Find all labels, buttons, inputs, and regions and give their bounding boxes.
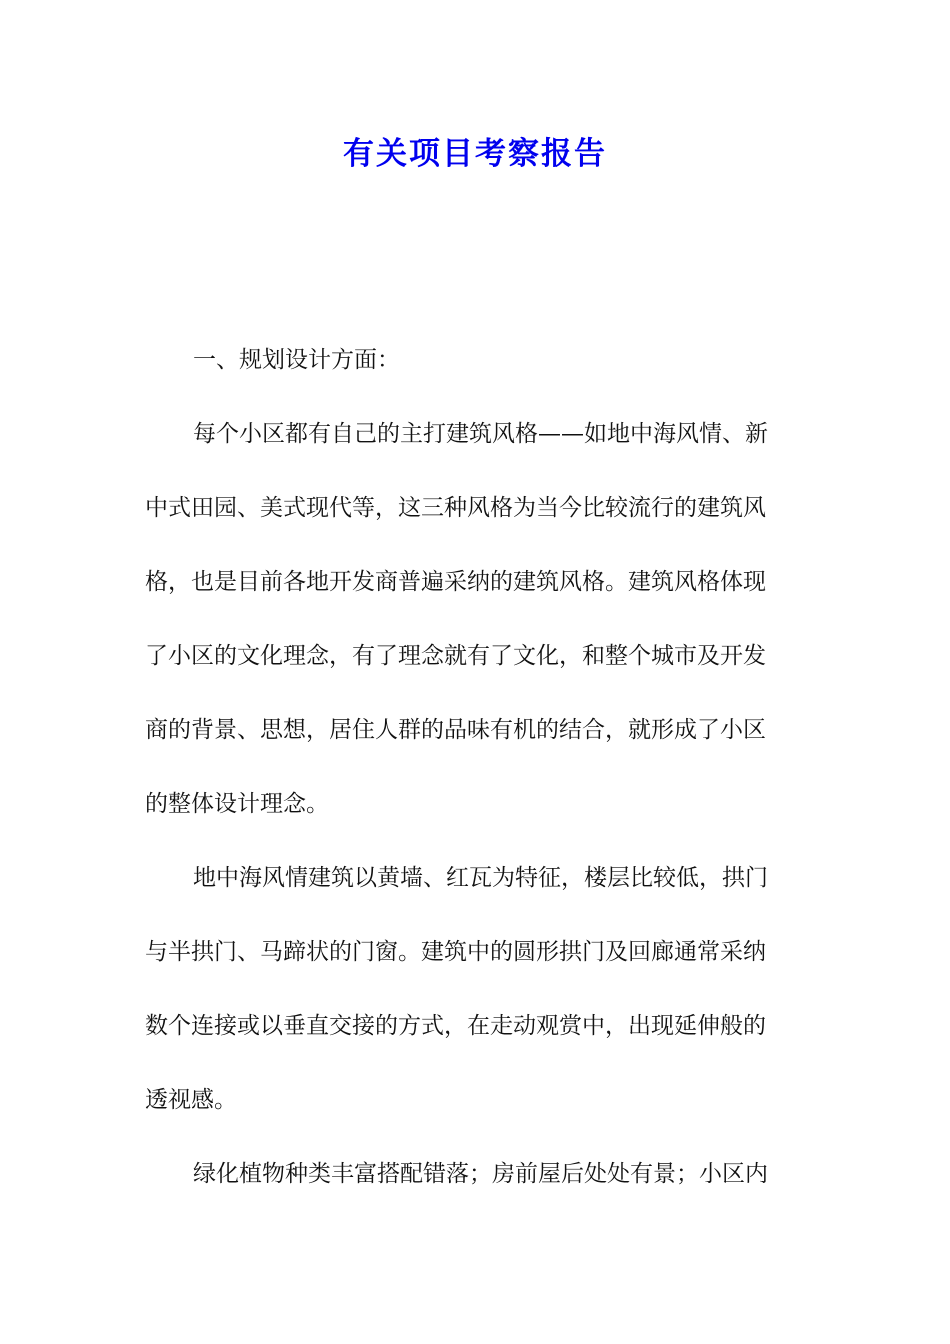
paragraph-line: 地中海风情建筑以黄墙、红瓦为特征，楼层比较低，拱门 bbox=[193, 865, 768, 891]
paragraph-line: 了小区的文化理念，有了理念就有了文化，和整个城市及开发 bbox=[145, 643, 766, 669]
paragraph-line: 商的背景、思想，居住人群的品味有机的结合，就形成了小区 bbox=[145, 717, 766, 743]
document-body bbox=[145, 323, 805, 1211]
section-heading-planning-design: 一、规划设计方面： bbox=[193, 347, 400, 373]
paragraph-line: 绿化植物种类丰富搭配错落；房前屋后处处有景；小区内 bbox=[193, 1161, 768, 1187]
paragraph-line: 数个连接或以垂直交接的方式，在走动观赏中，出现延伸般的 bbox=[145, 1013, 766, 1039]
paragraph-line: 每个小区都有自己的主打建筑风格——如地中海风情、新 bbox=[193, 421, 768, 447]
paragraph-line: 透视感。 bbox=[145, 1087, 237, 1113]
document-title: 有关项目考察报告 bbox=[343, 136, 607, 172]
paragraph-line: 中式田园、美式现代等，这三种风格为当今比较流行的建筑风 bbox=[145, 495, 766, 521]
paragraph-line: 的整体设计理念。 bbox=[145, 791, 329, 817]
paragraph-line: 与半拱门、马蹄状的门窗。建筑中的圆形拱门及回廊通常采纳 bbox=[145, 939, 766, 965]
paragraph-line: 格，也是目前各地开发商普遍采纳的建筑风格。建筑风格体现 bbox=[145, 569, 766, 595]
